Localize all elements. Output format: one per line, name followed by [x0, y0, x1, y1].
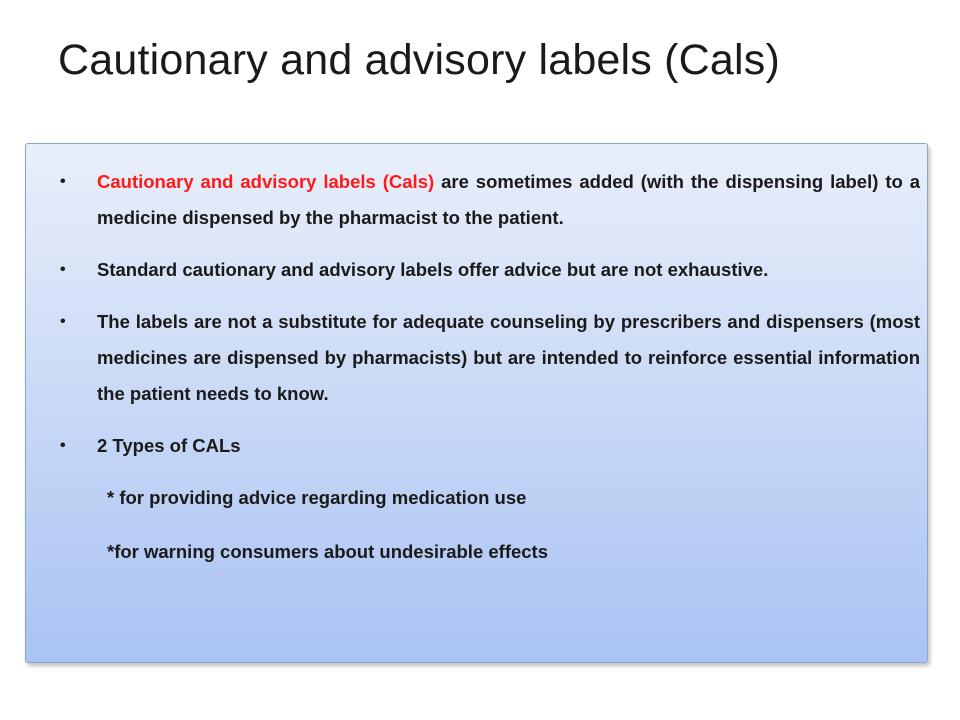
bullet-item-types [60, 428, 920, 464]
bullet-text: 2 Types of CALs [97, 435, 241, 456]
bullet-icon: • [60, 313, 66, 330]
bullet-item-not-substitute [60, 304, 920, 412]
bullet-text: Standard cautionary and advisory labels offer advice but are not exhaustive. [97, 259, 769, 280]
bullet-item-standard-labels [60, 252, 920, 288]
bullet-icon: • [60, 173, 66, 190]
bullet-text: The labels are not a substitute for adequate counseling by prescribers and dispensers (most medicines are dispensed by pharmacists) but are intended to reinforce essential information the patient needs to know. [97, 311, 920, 404]
bullet-list [60, 164, 920, 588]
content-box [25, 143, 928, 663]
slide-title: Cautionary and advisory labels (Cals) [58, 36, 781, 84]
accent-term: Cautionary and advisory labels (Cals) [97, 171, 435, 192]
bullet-icon: • [60, 261, 66, 278]
sub-item-warning: *for warning consumers about undesirable effects [107, 541, 549, 562]
sub-item-advice: * for providing advice regarding medication use [107, 487, 527, 508]
bullet-item-cals-definition [60, 164, 920, 236]
bullet-icon: • [60, 437, 66, 454]
bullet-text: are sometimes added (with the dispensing label) to a medicine dispensed by the pharmacist to the patient. [97, 171, 920, 228]
